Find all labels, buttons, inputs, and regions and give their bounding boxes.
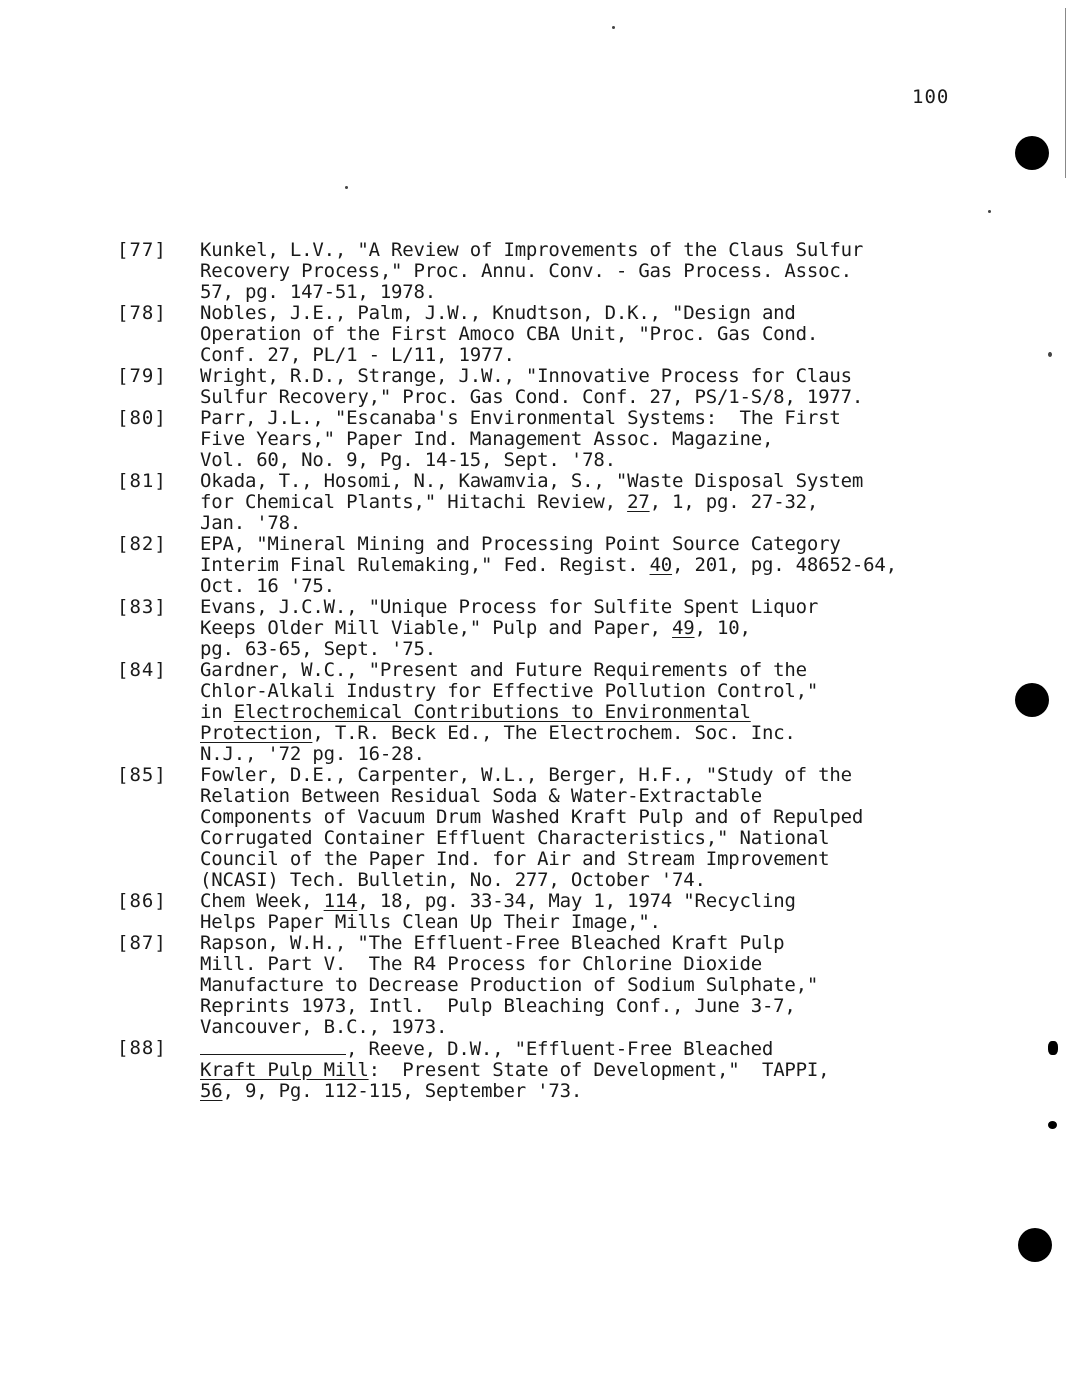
reference-text-segment: pg. 63-65, Sept. '75. xyxy=(200,638,437,660)
reference-entry xyxy=(0,933,1076,1038)
reference-text-segment: Helps Paper Mills Clean Up Their Image,". xyxy=(200,911,661,933)
underlined-text: 114 xyxy=(323,890,358,912)
reference-line xyxy=(200,1081,1076,1102)
reference-line xyxy=(200,240,1076,261)
reference-text-segment: 57, pg. 147-51, 1978. xyxy=(200,281,437,303)
underlined-text: 49 xyxy=(672,617,695,639)
reference-entry xyxy=(0,471,1076,534)
scan-edge-line xyxy=(1065,8,1066,178)
reference-text xyxy=(200,471,1076,534)
reference-text-segment: Reprints 1973, Intl. Pulp Bleaching Conf., June 3-7, xyxy=(200,995,796,1017)
reference-text-segment: Five Years," Paper Ind. Management Assoc. Magazine, xyxy=(200,428,774,450)
reference-line xyxy=(200,513,1076,534)
reference-text-segment: Operation of the First Amoco CBA Unit, "Proc. Gas Cond. xyxy=(200,323,819,345)
reference-text-segment: , Reeve, D.W., "Effluent-Free Bleached xyxy=(346,1038,774,1060)
reference-line xyxy=(200,1038,1076,1060)
reference-number: [87] xyxy=(117,932,167,954)
reference-line xyxy=(200,450,1076,471)
reference-text-segment: , 1, pg. 27-32, xyxy=(649,491,819,513)
reference-text xyxy=(200,765,1076,891)
reference-text-segment: Nobles, J.E., Palm, J.W., Knudtson, D.K., "Design and xyxy=(200,302,796,324)
reference-text-segment: Keeps Older Mill Viable," Pulp and Paper, xyxy=(200,617,673,639)
reference-entry xyxy=(0,765,1076,891)
reference-number: [82] xyxy=(117,533,167,555)
reference-line xyxy=(200,828,1076,849)
reference-number: [84] xyxy=(117,659,167,681)
reference-text xyxy=(200,534,1076,597)
reference-line xyxy=(200,975,1076,996)
reference-line xyxy=(200,870,1076,891)
reference-line xyxy=(200,1060,1076,1081)
reference-line xyxy=(200,912,1076,933)
reference-line xyxy=(200,723,1076,744)
reference-line xyxy=(200,618,1076,639)
reference-line xyxy=(200,744,1076,765)
author-repeat-blank xyxy=(200,1038,346,1055)
reference-text-segment: , 201, pg. 48652-64, xyxy=(672,554,897,576)
reference-text xyxy=(200,408,1076,471)
reference-text-segment: Parr, J.L., "Escanaba's Environmental Systems: The First xyxy=(200,407,841,429)
reference-text-segment: Kunkel, L.V., "A Review of Improvements of the Claus Sulfur xyxy=(200,239,864,261)
reference-text-segment: Fowler, D.E., Carpenter, W.L., Berger, H.F., "Study of the xyxy=(200,764,852,786)
reference-text-segment: Oct. 16 '75. xyxy=(200,575,335,597)
reference-line xyxy=(200,387,1076,408)
reference-text-segment: Components of Vacuum Drum Washed Kraft Pulp and of Repulped xyxy=(200,806,864,828)
scan-speck xyxy=(345,186,348,189)
reference-text-segment: Jan. '78. xyxy=(200,512,302,534)
reference-text-segment: , 9, Pg. 112-115, September '73. xyxy=(222,1080,583,1102)
reference-line xyxy=(200,261,1076,282)
reference-line xyxy=(200,534,1076,555)
reference-text xyxy=(200,240,1076,303)
reference-text-segment: Chem Week, xyxy=(200,890,324,912)
reference-text-segment: Manufacture to Decrease Production of Sodium Sulphate," xyxy=(200,974,819,996)
page-number: 100 xyxy=(912,86,950,108)
scan-mark xyxy=(1048,1121,1057,1129)
punch-hole-top xyxy=(1015,136,1049,170)
reference-text xyxy=(200,891,1076,933)
reference-line xyxy=(200,408,1076,429)
reference-text-segment: Corrugated Container Effluent Characteristics," National xyxy=(200,827,830,849)
reference-line xyxy=(200,555,1076,576)
reference-number: [85] xyxy=(117,764,167,786)
reference-line xyxy=(200,765,1076,786)
underlined-text: 40 xyxy=(649,554,673,576)
reference-number: [88] xyxy=(117,1037,167,1059)
reference-text-segment: Mill. Part V. The R4 Process for Chlorine Dioxide xyxy=(200,953,762,975)
reference-line xyxy=(200,660,1076,681)
reference-number: [77] xyxy=(117,239,167,261)
underlined-text: Protection xyxy=(200,722,313,744)
reference-line xyxy=(200,954,1076,975)
reference-number: [81] xyxy=(117,470,167,492)
reference-text-segment: N.J., '72 pg. 16-28. xyxy=(200,743,425,765)
reference-line xyxy=(200,807,1076,828)
reference-entry xyxy=(0,1038,1076,1102)
reference-entry xyxy=(0,597,1076,660)
reference-line xyxy=(200,849,1076,870)
underlined-text: Electrochemical Contributions to Environmental xyxy=(233,701,751,723)
reference-line xyxy=(200,996,1076,1017)
underlined-text: 56 xyxy=(200,1080,223,1102)
reference-line xyxy=(200,702,1076,723)
reference-text-segment: , 10, xyxy=(694,617,751,639)
reference-entry xyxy=(0,534,1076,597)
reference-text-segment: Conf. 27, PL/1 - L/11, 1977. xyxy=(200,344,515,366)
reference-line xyxy=(200,492,1076,513)
scan-speck xyxy=(988,210,991,213)
reference-text-segment: Evans, J.C.W., "Unique Process for Sulfite Spent Liquor xyxy=(200,596,819,618)
reference-text xyxy=(200,303,1076,366)
reference-text-segment: (NCASI) Tech. Bulletin, No. 277, October '74. xyxy=(200,869,706,891)
reference-line xyxy=(200,324,1076,345)
reference-number: [86] xyxy=(117,890,167,912)
reference-number: [80] xyxy=(117,407,167,429)
reference-text-segment: Recovery Process," Proc. Annu. Conv. - Gas Process. Assoc. xyxy=(200,260,852,282)
reference-number: [79] xyxy=(117,365,167,387)
reference-line xyxy=(200,282,1076,303)
reference-text-segment: Rapson, W.H., "The Effluent-Free Bleached Kraft Pulp xyxy=(200,932,785,954)
reference-text-segment: for Chemical Plants," Hitachi Review, xyxy=(200,491,628,513)
reference-text xyxy=(200,1038,1076,1102)
reference-text-segment: Interim Final Rulemaking," Fed. Regist. xyxy=(200,554,650,576)
reference-text-segment: in xyxy=(200,701,234,723)
reference-line xyxy=(200,681,1076,702)
reference-text-segment: Chlor-Alkali Industry for Effective Pollution Control," xyxy=(200,680,819,702)
reference-line xyxy=(200,576,1076,597)
reference-text-segment: Gardner, W.C., "Present and Future Requirements of the xyxy=(200,659,807,681)
scan-speck xyxy=(612,26,615,29)
reference-entry xyxy=(0,408,1076,471)
reference-text-segment: : Present State of Development," TAPPI, xyxy=(368,1059,830,1081)
reference-line xyxy=(200,345,1076,366)
reference-number: [83] xyxy=(117,596,167,618)
reference-text xyxy=(200,660,1076,765)
reference-text xyxy=(200,933,1076,1038)
reference-list xyxy=(0,240,1076,1102)
reference-line xyxy=(200,639,1076,660)
reference-line xyxy=(200,597,1076,618)
reference-text-segment: Sulfur Recovery," Proc. Gas Cond. Conf. 27, PS/1-S/8, 1977. xyxy=(200,386,864,408)
reference-line xyxy=(200,366,1076,387)
reference-text-segment: Vancouver, B.C., 1973. xyxy=(200,1016,448,1038)
reference-line xyxy=(200,933,1076,954)
reference-text-segment: Okada, T., Hosomi, N., Kawamvia, S., "Waste Disposal System xyxy=(200,470,864,492)
reference-line xyxy=(200,1017,1076,1038)
reference-entry xyxy=(0,240,1076,303)
underlined-text: 27 xyxy=(627,491,650,513)
reference-text-segment: Wright, R.D., Strange, J.W., "Innovative Process for Claus xyxy=(200,365,852,387)
reference-line xyxy=(200,786,1076,807)
reference-number: [78] xyxy=(117,302,167,324)
reference-text xyxy=(200,597,1076,660)
reference-text-segment: Council of the Paper Ind. for Air and Stream Improvement xyxy=(200,848,830,870)
punch-hole-bottom xyxy=(1018,1228,1052,1262)
reference-line xyxy=(200,429,1076,450)
reference-line xyxy=(200,471,1076,492)
reference-entry xyxy=(0,891,1076,933)
underlined-text: Kraft Pulp Mill xyxy=(200,1059,369,1081)
reference-entry xyxy=(0,660,1076,765)
reference-text-segment: , T.R. Beck Ed., The Electrochem. Soc. Inc. xyxy=(312,722,796,744)
reference-text-segment: Vol. 60, No. 9, Pg. 14-15, Sept. '78. xyxy=(200,449,616,471)
reference-text-segment: EPA, "Mineral Mining and Processing Point Source Category xyxy=(200,533,841,555)
reference-entry xyxy=(0,366,1076,408)
reference-text-segment: Relation Between Residual Soda & Water-Extractable xyxy=(200,785,762,807)
reference-entry xyxy=(0,303,1076,366)
reference-line xyxy=(200,891,1076,912)
reference-text xyxy=(200,366,1076,408)
reference-text-segment: , 18, pg. 33-34, May 1, 1974 "Recycling xyxy=(357,890,796,912)
reference-line xyxy=(200,303,1076,324)
